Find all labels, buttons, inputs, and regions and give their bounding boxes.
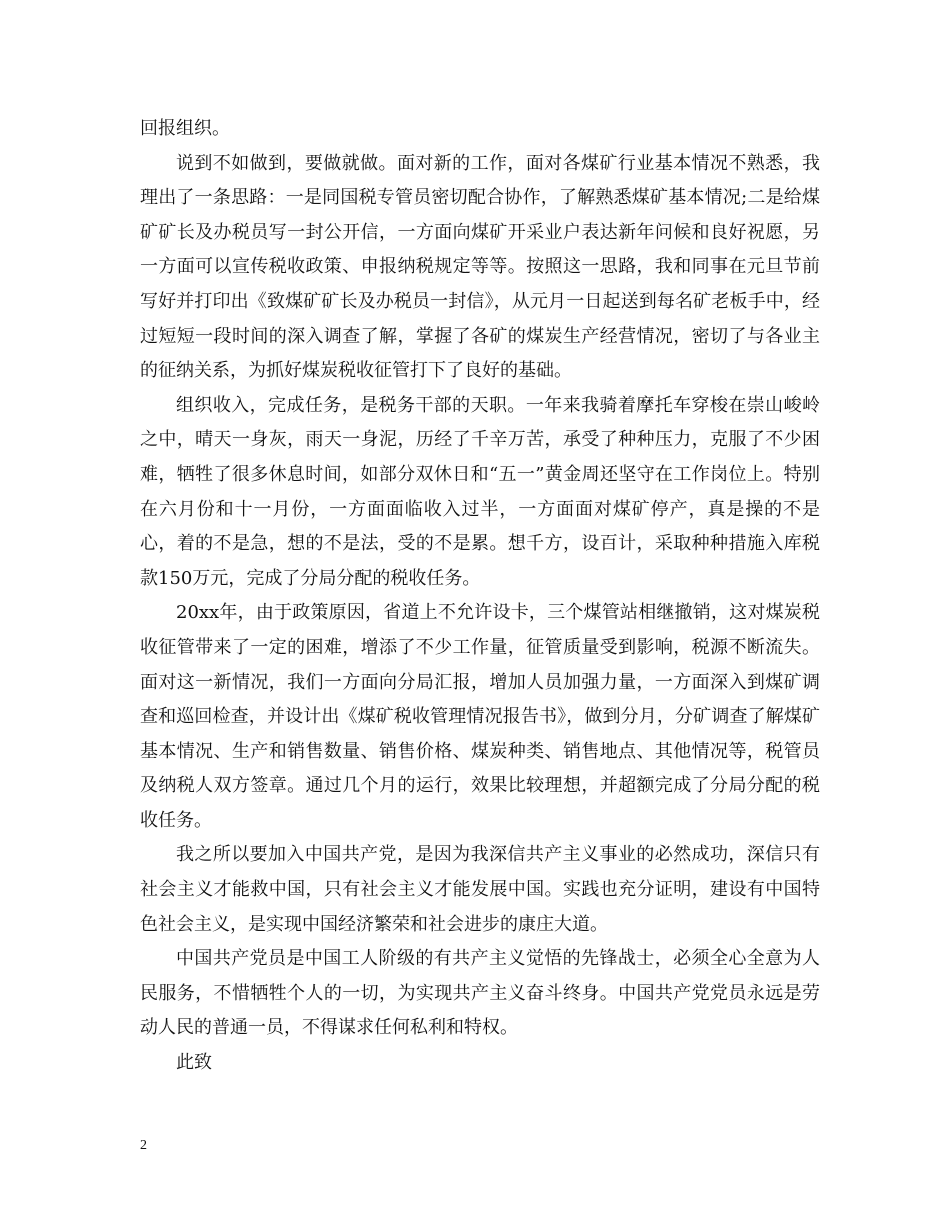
paragraph-closing-salutation: 此致 bbox=[176, 1052, 212, 1074]
paragraph-policy-change: 20xx年，由于政策原因，省道上不允许设卡，三个煤管站相继撤销，这对煤炭税收征管带来了一定的困难，增添了不少工作量，征管质量受到影响，税源不断流失。面对这一新情况，我们一方面向分局汇报，增加人员加强力量，一方面深入到煤矿调查和巡回检查，并设计出《煤矿税收管理情况报告书》，做到分月，分矿调查了解煤矿基本情况、生产和销售数量、销售价格、煤炭种类、销售地点、其他情况等，税管员及纳税人双方签章。通过几个月的运行，效果比较理想，并超额完成了分局分配的税收任务。 bbox=[140, 602, 820, 831]
paragraph-party-member-duty: 中国共产党员是中国工人阶级的有共产主义觉悟的先锋战士，必须全心全意为人民服务，不惜牺牲个人的一切，为实现共产主义奋斗终身。中国共产党党员永远是劳动人民的普通一员，不得谋求任何私利和特权。 bbox=[140, 948, 820, 1039]
paragraph-continuation: 回报组织。 bbox=[140, 118, 230, 139]
page-number: 2 bbox=[140, 1138, 147, 1153]
paragraph-party-motivation: 我之所以要加入中国共产党，是因为我深信共产主义事业的必然成功，深信只有社会主义才能救中国，只有社会主义才能发展中国。实践也充分证明，建设有中国特色社会主义，是实现中国经济繁荣和社会进步的康庄大道。 bbox=[140, 844, 820, 935]
paragraph-new-work-approach: 说到不如做到，要做就做。面对新的工作，面对各煤矿行业基本情况不熟悉，我理出了一条思路：一是同国税专管员密切配合协作，了解熟悉煤矿基本情况;二是给煤矿矿长及办税员写一封公开信，一方面向煤矿开采业户表达新年问候和良好祝愿，另一方面可以宣传税收政策、申报纳税规定等等。按照这一思路，我和同事在元旦节前写好并打印出《致煤矿矿长及办税员一封信》，从元月一日起送到每名矿老板手中，经过短短一段时间的深入调查了解，掌握了各矿的煤炭生产经营情况，密切了与各业主的征纳关系，为抓好煤炭税收征管打下了良好的基础。 bbox=[140, 152, 820, 382]
document-body bbox=[140, 112, 820, 1081]
paragraph-revenue-task: 组织收入，完成任务，是税务干部的天职。一年来我骑着摩托车穿梭在崇山峻岭之中，晴天一身灰，雨天一身泥，历经了千辛万苦，承受了种种压力，克服了不少困难，牺牲了很多休息时间，如部分双休日和“五一”黄金周还坚守在工作岗位上。特别在六月份和十一月份，一方面面临收入过半，一方面面对煤矿停产，真是操的不是心，着的不是急，想的不是法，受的不是累。想千方，设百计，采取种种措施入库税款150万元，完成了分局分配的税收任务。 bbox=[140, 394, 820, 589]
